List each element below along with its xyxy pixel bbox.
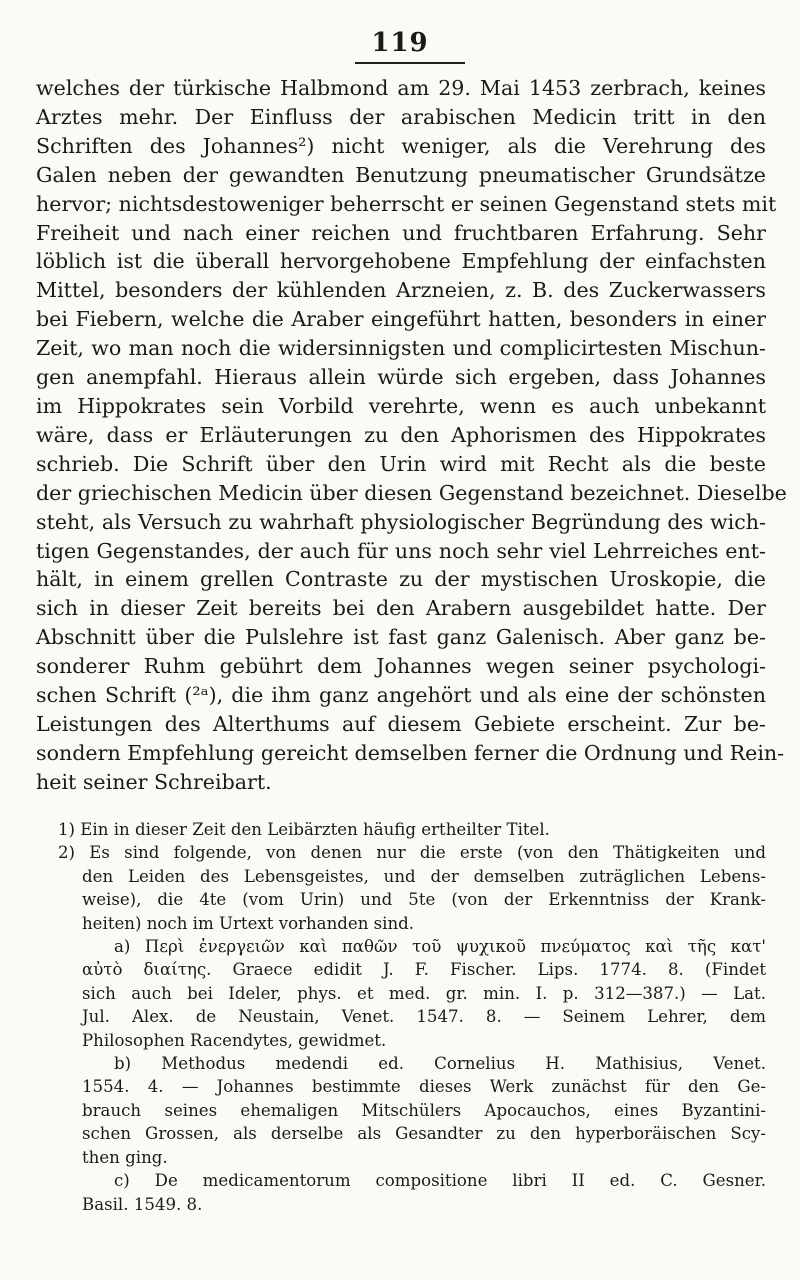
footnote-2: 2) Es sind folgende, von denen nur die erste (von den Thätigkeiten und xyxy=(58,843,766,863)
footnotes xyxy=(36,818,766,1216)
body-line: schrieb. Die Schrift über den Urin wird mit Recht als die beste xyxy=(36,451,766,476)
body-line: Schriften des Johannes²) nicht weniger, als die Verehrung des xyxy=(36,133,766,158)
footnote-line: Jul. Alex. de Neustain, Venet. 1547. 8. — Seinem Lehrer, dem xyxy=(82,1007,766,1027)
body-line: gen anempfahl. Hieraus allein würde sich ergeben, dass Johannes xyxy=(36,365,766,390)
body-line: sich in dieser Zeit bereits bei den Arabern ausgebildet hatte. Der xyxy=(36,596,766,621)
body-line: hervor; nichtsdestoweniger beherrscht er seinen Gegenstand stets mit xyxy=(36,191,777,216)
body-line: bei Fiebern, welche die Araber eingeführt hatten, besonders in einer xyxy=(36,307,766,332)
body-line: Mittel, besonders der kühlenden Arzneien, z. B. des Zuckerwassers xyxy=(36,278,766,303)
body-line: Arztes mehr. Der Einfluss der arabischen Medicin tritt in den xyxy=(36,104,766,129)
body-line: tigen Gegenstandes, der auch für uns noch sehr viel Lehrreiches ent- xyxy=(36,538,766,563)
body-line: Leistungen des Alterthums auf diesem Gebiete erscheint. Zur be- xyxy=(36,711,766,736)
body-line: der griechischen Medicin über diesen Gegenstand bezeichnet. Dieselbe xyxy=(36,480,787,505)
footnote-2a: a) Περὶ ἐνεργειῶν καὶ παθῶν τοῦ ψυχικοῦ πνεύματος καὶ τῆς κατ' xyxy=(114,937,766,957)
body-line: schen Schrift (²ᵃ), die ihm ganz angehört und als eine der schönsten xyxy=(36,683,766,708)
body-line: steht, als Versuch zu wahrhaft physiologischer Begründung des wich- xyxy=(36,509,766,534)
footnote-line: heiten) noch im Urtext vorhanden sind. xyxy=(82,913,415,933)
footnote-line: 1554. 4. — Johannes bestimmte dieses Werk zunächst für den Ge- xyxy=(82,1077,766,1097)
body-line: löblich ist die überall hervorgehobene Empfehlung der einfachsten xyxy=(36,249,766,274)
body-line: Galen neben der gewandten Benutzung pneumatischer Grundsätze xyxy=(36,162,766,187)
body-text xyxy=(36,74,787,797)
body-line: sondern Empfehlung gereicht demselben ferner die Ordnung und Rein- xyxy=(36,740,785,765)
footnote-line: den Leiden des Lebensgeistes, und der demselben zuträglichen Lebens- xyxy=(82,866,766,886)
footnote-1: 1) Ein in dieser Zeit den Leibärzten häufig ertheilter Titel. xyxy=(58,820,550,839)
body-line: sonderer Ruhm gebührt dem Johannes wegen seiner psychologi- xyxy=(36,654,766,679)
page-header xyxy=(0,28,800,58)
body-line: Abschnitt über die Pulslehre ist fast ganz Galenisch. Aber ganz be- xyxy=(36,625,766,650)
footnote-line: αὐτὸ διαίτης. Graece edidit J. F. Fischer. Lips. 1774. 8. (Findet xyxy=(82,960,766,980)
body-line: hält, in einem grellen Contraste zu der mystischen Uroskopie, die xyxy=(36,567,766,592)
footnote-line: schen Grossen, als derselbe als Gesandter zu den hyperboräischen Scy- xyxy=(82,1124,766,1144)
body-line: wäre, dass er Erläuterungen zu den Aphorismen des Hippokrates xyxy=(36,422,766,447)
body-line: welches der türkische Halbmond am 29. Mai 1453 zerbrach, keines xyxy=(36,76,766,100)
footnote-line: weise), die 4te (vom Urin) und 5te (von der Erkenntniss der Krank- xyxy=(82,890,766,910)
page-number: 119 xyxy=(371,28,429,58)
footnote-2c: c) De medicamentorum compositione libri II ed. C. Gesner. xyxy=(114,1171,766,1191)
footnote-2b: b) Methodus medendi ed. Cornelius H. Mathisius, Venet. xyxy=(114,1054,766,1074)
footnote-line: brauch seines ehemaligen Mitschülers Apocauchos, eines Byzantini- xyxy=(82,1100,766,1120)
body-line: heit seiner Schreibart. xyxy=(36,769,272,794)
footnote-line: sich auch bei Ideler, phys. et med. gr. min. I. p. 312—387.) — Lat. xyxy=(82,983,766,1003)
footnote-line: Basil. 1549. 8. xyxy=(82,1194,203,1214)
body-line: Zeit, wo man noch die widersinnigsten und complicirtesten Mischun- xyxy=(36,336,766,361)
footnote-line: Philosophen Racendytes, gewidmet. xyxy=(82,1030,387,1050)
body-line: Freiheit und nach einer reichen und fruchtbaren Erfahrung. Sehr xyxy=(36,220,766,245)
footnote-line: then ging. xyxy=(82,1147,168,1167)
header-rule xyxy=(355,62,465,64)
body-line: im Hippokrates sein Vorbild verehrte, wenn es auch unbekannt xyxy=(36,393,766,418)
